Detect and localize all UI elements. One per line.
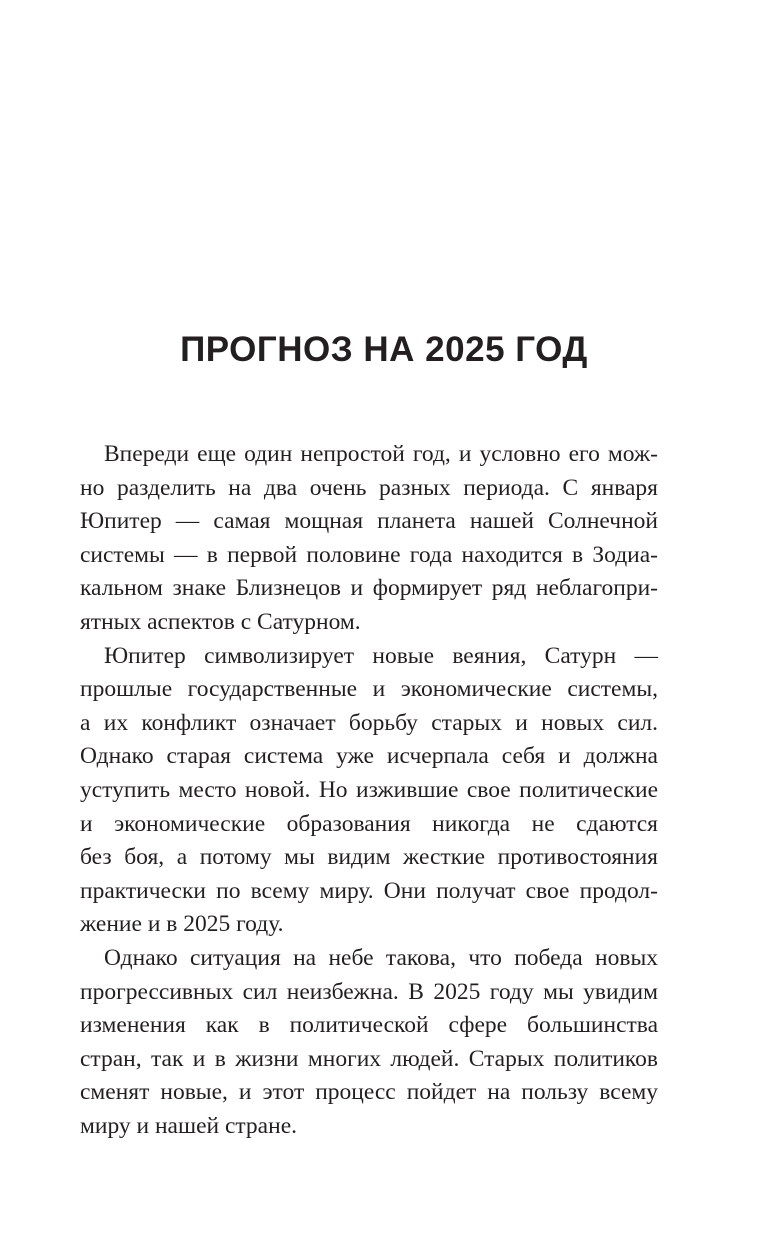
text-line: уступить место новой. Но изжившие свое политические: [80, 776, 658, 803]
text-line: стран, так и в жизни многих людей. Старых политиков: [80, 1045, 658, 1072]
text-line: Однако ситуация на небе такова, что победа новых: [104, 944, 658, 971]
text-line: изменения как в политической сфере большинства: [80, 1012, 658, 1039]
text-line: без боя, а потому мы видим жесткие противостояния: [80, 844, 658, 871]
text-line: ятных аспектов с Сатурном.: [80, 608, 361, 635]
paragraph-1: [80, 438, 658, 640]
text-line: но разделить на два очень разных периода. С января: [80, 474, 658, 501]
text-line: практически по всему миру. Они получат свое продол-: [80, 877, 658, 904]
text-line: жение и в 2025 году.: [80, 911, 284, 938]
paragraph-3: [80, 942, 658, 1144]
text-line: а их конфликт означает борьбу старых и новых сил.: [80, 709, 658, 736]
text-line: миру и нашей стране.: [80, 1112, 297, 1139]
text-line: сменят новые, и этот процесс пойдет на пользу всему: [80, 1079, 658, 1106]
text-line: и экономические образования никогда не сдаются: [80, 810, 658, 837]
text-line: прогрессивных сил неизбежна. В 2025 году мы увидим: [80, 978, 658, 1005]
text-line: кальном знаке Близнецов и формирует ряд неблагопри-: [80, 575, 658, 602]
text-line: Юпитер символизирует новые веяния, Сатурн —: [104, 642, 658, 669]
text-line: Юпитер — самая мощная планета нашей Солнечной: [80, 508, 658, 535]
text-line: прошлые государственные и экономические системы,: [80, 676, 658, 703]
body-text: [80, 438, 658, 1143]
chapter-title: ПРОГНОЗ НА 2025 ГОД: [180, 330, 588, 369]
paragraph-2: [80, 640, 658, 942]
text-line: Впереди еще один непростой год, и условно его мож-: [104, 441, 658, 467]
text-line: Однако старая система уже исчерпала себя и должна: [80, 743, 658, 770]
text-line: системы — в первой половине года находится в Зодиа-: [80, 541, 658, 568]
